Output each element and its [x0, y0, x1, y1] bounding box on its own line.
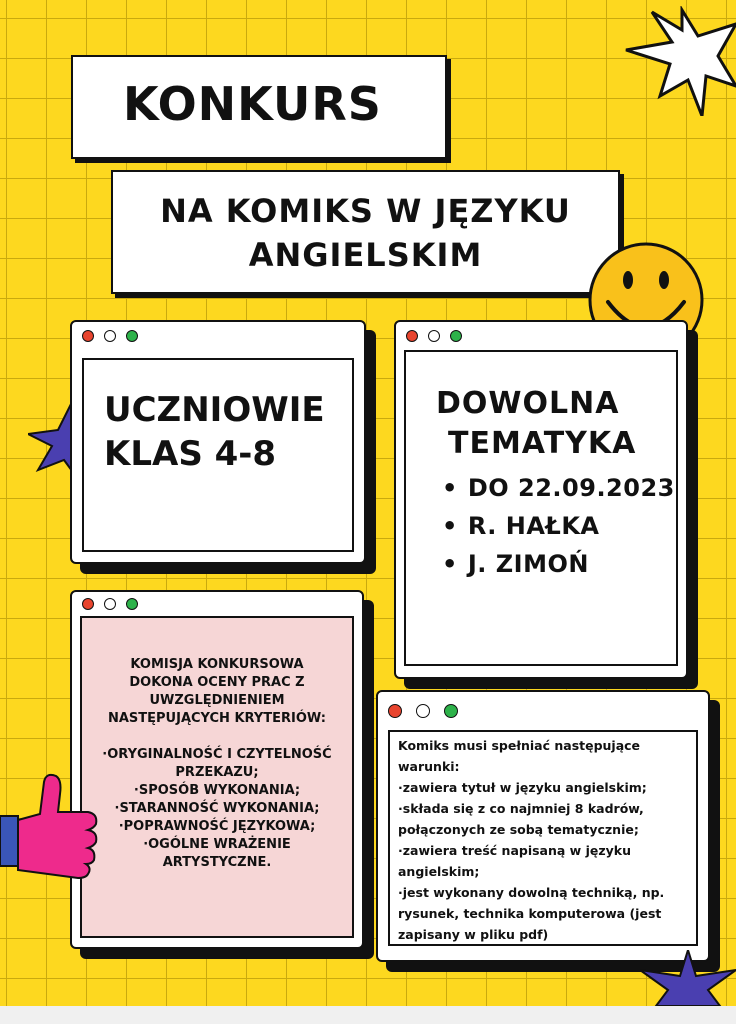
window-minimize-icon — [104, 330, 116, 342]
window-close-icon — [406, 330, 418, 342]
criteria-line: ·STARANNOŚĆ WYKONANIA; — [114, 801, 320, 816]
participants-line1: UCZNIOWIE — [104, 390, 325, 430]
window-controls — [82, 598, 138, 610]
title-konkurs: KONKURS — [123, 77, 382, 131]
requirement-line: ·zawiera treść napisaną w języku — [398, 843, 631, 858]
window-topic — [394, 320, 688, 679]
window-controls — [388, 704, 458, 718]
title-subtitle-line1: NA KOMIKS W JĘZYKU — [160, 192, 571, 230]
requirement-line: Komiks musi spełniać następujące — [398, 738, 641, 753]
window-participants — [70, 320, 366, 564]
requirements-text — [398, 735, 664, 945]
criteria-line: ARTYSTYCZNE. — [162, 855, 272, 870]
window-minimize-icon — [428, 330, 440, 342]
window-maximize-icon — [126, 598, 138, 610]
committee-text — [82, 656, 352, 872]
detail-organizer-1: • R. HAŁKA — [442, 512, 675, 540]
requirement-line: ·zawiera tytuł w języku angielskim; — [398, 780, 647, 795]
topic-line1: DOWOLNA — [436, 386, 620, 421]
requirement-line: ·jest wykonany dowolną techniką, np. — [398, 885, 665, 900]
requirement-line: rysunek, technika komputerowa (jest — [398, 906, 662, 921]
requirement-line: zapisany w pliku pdf) — [398, 927, 549, 942]
requirement-line: warunki: — [398, 759, 460, 774]
starburst-white-icon — [622, 6, 736, 116]
requirement-line: ·składa się z co najmniej 8 kadrów, — [398, 801, 644, 816]
thumbs-up-icon — [0, 770, 100, 880]
window-close-icon — [82, 598, 94, 610]
criteria-line: ·POPRAWNOŚĆ JĘZYKOWA; — [118, 819, 316, 834]
committee-intro-line: NASTĘPUJĄCYCH KRYTERIÓW: — [107, 711, 327, 726]
title-subtitle-line2: ANGIELSKIM — [248, 236, 483, 274]
criteria-line: ·OGÓLNE WRAŻENIE — [143, 837, 291, 852]
detail-organizer-2: • J. ZIMOŃ — [442, 550, 675, 578]
window-maximize-icon — [126, 330, 138, 342]
window-participants-content — [82, 358, 354, 552]
details-list — [442, 474, 675, 588]
window-minimize-icon — [104, 598, 116, 610]
criteria-line: PRZEKAZU; — [175, 765, 259, 780]
window-maximize-icon — [444, 704, 458, 718]
window-close-icon — [388, 704, 402, 718]
window-minimize-icon — [416, 704, 430, 718]
window-committee-content — [80, 616, 354, 938]
participants-line2: KLAS 4-8 — [104, 434, 277, 474]
committee-intro-line: DOKONA OCENY PRAC Z — [129, 675, 305, 690]
window-requirements-content — [388, 730, 698, 946]
criteria-line: ·SPOSÓB WYKONANIA; — [133, 783, 301, 798]
committee-intro-line: KOMISJA KONKURSOWA — [130, 657, 304, 672]
window-controls — [82, 330, 138, 342]
window-requirements — [376, 690, 710, 962]
bottom-strip — [0, 1006, 736, 1024]
star-burst-icon — [640, 950, 736, 1006]
detail-deadline: • DO 22.09.2023 — [442, 474, 675, 502]
window-maximize-icon — [450, 330, 462, 342]
criteria-line: ·ORYGINALNOŚĆ I CZYTELNOŚĆ — [102, 747, 332, 762]
window-close-icon — [82, 330, 94, 342]
topic-line2: TEMATYKA — [448, 426, 637, 461]
title-box-konkurs — [71, 55, 447, 159]
window-controls — [406, 330, 462, 342]
committee-intro-line: UWZGLĘDNIENIEM — [149, 693, 285, 708]
window-topic-content — [404, 350, 678, 666]
window-committee — [70, 590, 364, 949]
title-box-subtitle — [111, 170, 620, 294]
requirement-line: połączonych ze sobą tematycznie; — [398, 822, 639, 837]
requirement-line: angielskim; — [398, 864, 480, 879]
